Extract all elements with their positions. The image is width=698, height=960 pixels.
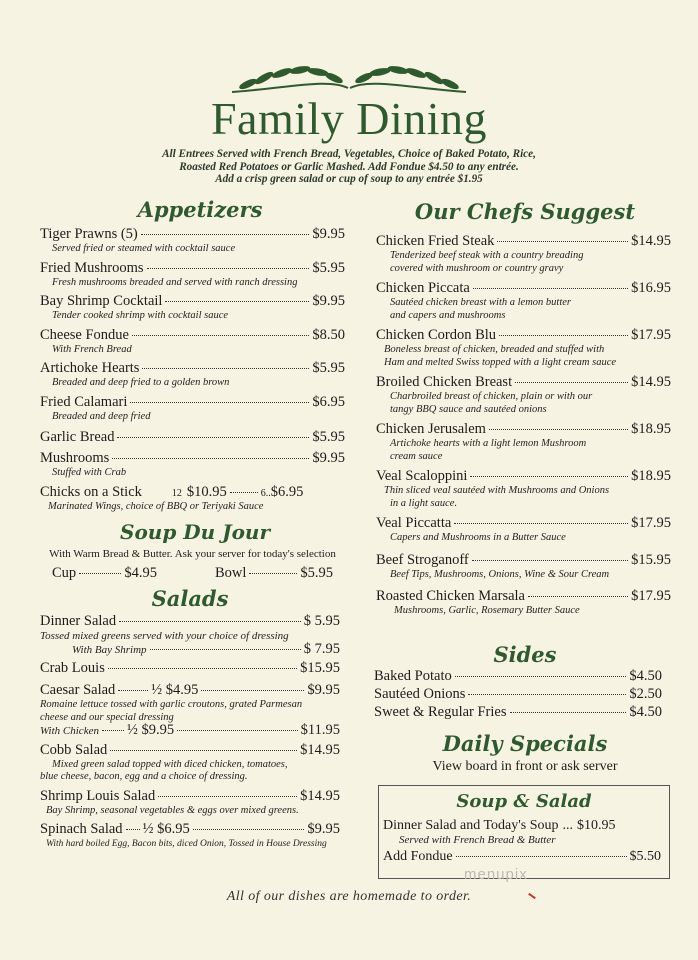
salads-heading: Salads: [151, 586, 229, 611]
item-desc: Served fried or steamed with cocktail sauce: [52, 243, 236, 254]
item-half: ½ $6.95: [142, 821, 190, 837]
cup-price: $4.95: [124, 565, 157, 581]
item-desc: Breaded and deep fried to a golden brown: [52, 377, 230, 388]
sides-list: [374, 668, 662, 721]
item-desc: Stuffed with Crab: [52, 467, 127, 478]
menu-item: [376, 280, 671, 322]
item-price: $17.95: [631, 515, 671, 531]
item-price: $2.50: [629, 686, 662, 702]
menu-item: [374, 704, 662, 721]
item-desc: Charbroiled breast of chicken, plain or with our: [390, 391, 593, 402]
soup-cup: [52, 565, 157, 582]
item-name: Fried Calamari: [40, 393, 128, 410]
item-price: $15.95: [631, 551, 671, 568]
combo-name: Dinner Salad and Today's Soup: [383, 818, 559, 833]
item-desc: Bay Shrimp, seasonal vegetables & eggs over mixed greens.: [46, 804, 299, 816]
item-desc: Romaine lettuce tossed with garlic croutons, grated Parmesan: [40, 699, 303, 710]
item-name: Tiger Prawns (5): [40, 226, 138, 242]
item-qty: 12: [171, 487, 182, 499]
item-price: $ 7.95: [303, 640, 340, 657]
item-price: $14.95: [300, 741, 340, 758]
item-desc: Mixed green salad topped with diced chicken, tomatoes,: [52, 758, 288, 770]
menu-item: [40, 360, 345, 390]
menu-item: [376, 421, 671, 463]
entree-note-line: Roasted Red Potatoes or Garlic Mashed. Add Fondue $4.50 to any entrée.: [179, 160, 519, 173]
item-name: Spinach Salad: [40, 821, 123, 837]
item-sub: With Chicken: [40, 725, 99, 737]
item-name: Beef Stroganoff: [376, 551, 469, 568]
item-price: $9.95: [312, 450, 345, 466]
item-price: $17.95: [631, 327, 671, 343]
entree-note: [120, 148, 578, 186]
item-price: $9.95: [312, 226, 345, 242]
watermark: menupix: [464, 866, 528, 883]
cup-label: Cup: [52, 565, 77, 581]
item-desc: Thin sliced veal sautéed with Mushrooms and Onions: [384, 485, 610, 496]
menu-item: [40, 742, 340, 784]
menu-item: [40, 429, 345, 446]
combo-desc: Served with French Bread & Butter: [399, 834, 556, 846]
soup-salad-box: [378, 785, 670, 879]
menu-item: [40, 327, 345, 357]
item-name: Roasted Chicken Marsala: [376, 588, 525, 604]
item-name: Garlic Bread: [40, 429, 115, 445]
menu-item: [40, 682, 340, 738]
menu-item: [376, 374, 671, 416]
item-price: $9.95: [307, 682, 340, 698]
item-name: Chicken Jerusalem: [376, 421, 486, 437]
item-half: ½ $9.95: [126, 722, 175, 738]
item-name: Cheese Fondue: [40, 326, 129, 343]
item-desc: Boneless breast of chicken, breaded and stuffed with: [384, 344, 605, 355]
soup-salad-line: Dinner Salad and Today's Soup ... $10.95: [383, 818, 616, 833]
item-price: $14.95: [631, 233, 671, 249]
entree-note-line: Add a crisp green salad or cup of soup to any entrée $1.95: [215, 173, 483, 185]
menu-item: [376, 468, 671, 510]
item-name: Dinner Salad: [40, 613, 117, 629]
item-name: Artichoke Hearts: [40, 360, 140, 376]
item-desc: cream sauce: [390, 450, 443, 462]
item-desc: Mushrooms, Garlic, Rosemary Butter Sauce: [394, 605, 580, 616]
item-desc: Sautéed chicken breast with a lemon butter: [390, 297, 571, 308]
footer-note: All of our dishes are homemade to order.: [226, 889, 472, 904]
specials-heading: Daily Specials: [442, 731, 608, 756]
soup-note: With Warm Bread & Butter. Ask your server for today's selection: [49, 548, 336, 560]
item-desc: With French Bread: [52, 343, 132, 355]
item-price: $5.95: [312, 360, 345, 376]
chefs-heading: Our Chefs Suggest: [414, 199, 636, 224]
item-price: $9.95: [312, 293, 345, 309]
item-name: Veal Piccatta: [376, 515, 452, 531]
item-desc: Fresh mushrooms breaded and served with ranch dressing: [52, 276, 298, 288]
fondue-name: Add Fondue: [383, 848, 453, 864]
item-desc: blue cheese, bacon, egg and a choice of dressing.: [40, 771, 248, 782]
item-price: $18.95: [631, 468, 671, 484]
item-name: Chicks on a Stick: [40, 483, 142, 500]
item-name: Mushrooms: [40, 450, 110, 466]
item-desc: Marinated Wings, choice of BBQ or Teriyaki Sauce: [48, 500, 264, 512]
item-name: Cobb Salad: [40, 741, 108, 758]
menu-item: [40, 660, 340, 677]
combo-price: $10.95: [577, 818, 616, 833]
soup-heading: Soup Du Jour: [120, 520, 270, 544]
item-price: $9.95: [307, 821, 340, 837]
item-price: $15.95: [300, 660, 340, 676]
bowl-label: Bowl: [215, 565, 247, 581]
appetizers-heading: Appetizers: [137, 197, 263, 222]
item-desc: Tender cooked shrimp with cocktail sauce: [52, 310, 229, 321]
menu-item: [376, 588, 671, 618]
item-price: $4.50: [629, 668, 662, 684]
appetizers-list: [40, 226, 345, 513]
specials-note: View board in front or ask server: [432, 759, 618, 774]
menu-item: [374, 668, 662, 685]
menu-item: [376, 515, 671, 545]
item-name: Sweet & Regular Fries: [374, 704, 507, 720]
item-desc: Capers and Mushrooms in a Butter Sauce: [390, 532, 566, 543]
item-name: Sautéed Onions: [374, 686, 466, 702]
item-price: $11.95: [300, 722, 340, 738]
fondue-line: [383, 849, 661, 865]
item-name: Fried Mushrooms: [40, 259, 144, 276]
menu-item: [40, 260, 345, 290]
menu-item: [40, 226, 345, 256]
menu-item: [40, 613, 340, 656]
bowl-price: $5.95: [300, 565, 333, 581]
item-name: Crab Louis: [40, 660, 105, 676]
item-price: $6.95: [270, 483, 304, 500]
item-price: $8.50: [312, 326, 345, 343]
soup-bowl: [215, 565, 333, 582]
menu-item: [40, 821, 340, 851]
menu-item: [40, 293, 345, 323]
item-half: ½ $4.95: [151, 682, 199, 698]
page-title: Family Dining: [210, 93, 488, 144]
item-desc: and capers and mushrooms: [390, 309, 506, 321]
item-price: $10.95: [186, 483, 227, 500]
item-name: Chicken Piccata: [376, 280, 470, 296]
item-price: $16.95: [631, 280, 671, 296]
chefs-list: [376, 233, 671, 618]
item-qty: 6: [260, 487, 266, 499]
item-name: Shrimp Louis Salad: [40, 787, 156, 804]
menu-item: [376, 327, 671, 369]
item-desc: Beef Tips, Mushrooms, Onions, Wine & Sour Cream: [390, 568, 610, 580]
item-desc: tangy BBQ sauce and sautéed onions: [390, 403, 547, 415]
item-price: $5.95: [312, 259, 345, 276]
item-desc: cheese and our special dressing: [40, 711, 174, 723]
item-desc: With hard boiled Egg, Bacon bits, diced Onion, Tossed in House Dressing: [46, 839, 327, 849]
item-price: $14.95: [300, 787, 340, 804]
menu-item: [374, 686, 662, 703]
item-name: Broiled Chicken Breast: [376, 374, 513, 390]
item-name: Caesar Salad: [40, 682, 116, 698]
menu-item-chicks: Chicks on a Stick 12 $10.95 6 .. $6.95 Marinated Wings, choice of BBQ or Teriyaki Sauce: [40, 484, 345, 514]
item-desc: in a light sauce.: [390, 497, 458, 509]
item-desc: Tossed mixed greens served with your choice of dressing: [40, 630, 289, 642]
menu-item: [40, 450, 345, 480]
salads-list: [40, 613, 340, 851]
item-price: $18.95: [631, 421, 671, 437]
item-name: Baked Potato: [374, 668, 452, 684]
item-name: Chicken Cordon Blu: [376, 327, 497, 343]
item-price: $ 5.95: [303, 613, 340, 629]
item-price: $17.95: [631, 588, 671, 604]
item-price: $6.95: [312, 393, 345, 410]
item-sub: With Bay Shrimp: [72, 643, 147, 656]
entree-note-line: All Entrees Served with French Bread, Vegetables, Choice of Baked Potato, Rice,: [162, 148, 536, 160]
item-price: $14.95: [631, 374, 671, 390]
soup-salad-heading: Soup & Salad: [456, 791, 592, 812]
menu-item: [376, 233, 671, 275]
item-name: Bay Shrimp Cocktail: [40, 293, 163, 309]
menu-item: [40, 394, 345, 424]
item-desc: Tenderized beef steak with a country breading: [390, 250, 584, 261]
sides-heading: Sides: [493, 642, 557, 667]
item-name: Veal Scaloppini: [376, 468, 468, 484]
fondue-price: $5.50: [629, 848, 661, 864]
menu-item: [376, 552, 671, 582]
item-name: Chicken Fried Steak: [376, 233, 495, 249]
item-price: $4.50: [629, 704, 662, 720]
menu-item: [40, 788, 340, 818]
item-desc: Artichoke hearts with a light lemon Mushroom: [390, 438, 587, 449]
item-desc: Ham and melted Swiss topped with a light cream sauce: [384, 356, 617, 368]
item-desc: Breaded and deep fried: [52, 410, 151, 422]
item-desc: covered with mushroom or country gravy: [390, 262, 564, 274]
item-price: $5.95: [312, 429, 345, 445]
